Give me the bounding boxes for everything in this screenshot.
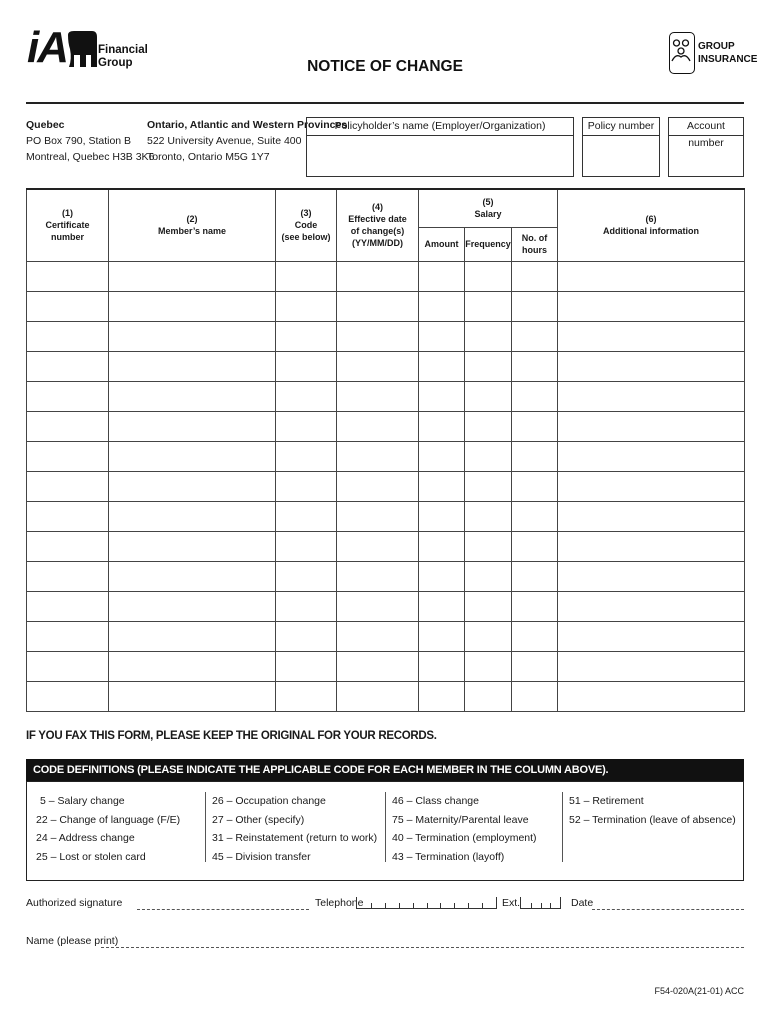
table-cell[interactable] <box>558 321 745 351</box>
page-title: NOTICE OF CHANGE <box>307 58 463 75</box>
logo-line-financial: Financial <box>98 44 148 56</box>
table-row <box>27 651 745 681</box>
table-cell[interactable] <box>512 681 558 711</box>
policy-number-field[interactable] <box>582 117 660 177</box>
code-item: 75 – Maternity/Parental leave <box>392 813 529 826</box>
table-cell[interactable] <box>512 561 558 591</box>
members-change-table <box>26 188 745 712</box>
header-salary: (5) Salary <box>419 189 558 227</box>
digit-tick <box>531 903 532 908</box>
code-item: 26 – Occupation change <box>212 795 326 807</box>
table-cell[interactable] <box>337 621 419 651</box>
table-cell[interactable] <box>109 441 276 471</box>
table-row <box>27 681 745 711</box>
table-cell[interactable] <box>465 351 512 381</box>
table-cell[interactable] <box>512 501 558 531</box>
table-cell[interactable] <box>27 471 109 501</box>
table-cell[interactable] <box>419 531 465 561</box>
code-item: 27 – Other (specify) <box>212 813 305 826</box>
table-cell[interactable] <box>276 411 337 441</box>
table-cell[interactable] <box>419 321 465 351</box>
name-print-input[interactable] <box>101 946 744 948</box>
header-certificate-number: (1) Certificate number <box>27 189 109 261</box>
header-code: (3) Code (see below) <box>276 189 337 261</box>
code-divider-3 <box>562 792 563 862</box>
table-cell[interactable] <box>27 531 109 561</box>
table-cell[interactable] <box>109 351 276 381</box>
table-cell[interactable] <box>109 381 276 411</box>
table-cell[interactable] <box>465 261 512 291</box>
table-cell[interactable] <box>276 471 337 501</box>
table-cell[interactable] <box>512 291 558 321</box>
code-item: 51 – Retirement <box>569 795 644 807</box>
name-print-label: Name (please print) <box>26 935 119 947</box>
table-cell[interactable] <box>109 621 276 651</box>
table-cell[interactable] <box>337 351 419 381</box>
table-cell[interactable] <box>337 411 419 441</box>
header-salary-frequency: Frequency <box>465 227 512 261</box>
code-item: 5 – Salary change <box>40 795 125 807</box>
table-row <box>27 261 745 291</box>
table-cell[interactable] <box>419 621 465 651</box>
table-cell[interactable] <box>276 351 337 381</box>
table-cell[interactable] <box>27 261 109 291</box>
ext-label: Ext. <box>502 897 521 909</box>
digit-tick <box>482 903 483 908</box>
table-row <box>27 471 745 501</box>
table-cell[interactable] <box>558 381 745 411</box>
table-cell[interactable] <box>27 441 109 471</box>
table-cell[interactable] <box>109 471 276 501</box>
date-label: Date <box>571 897 594 909</box>
table-cell[interactable] <box>337 591 419 621</box>
table-cell[interactable] <box>276 321 337 351</box>
digit-tick <box>427 903 428 908</box>
table-cell[interactable] <box>419 411 465 441</box>
logo-ia: iA <box>27 23 67 72</box>
code-definitions-heading: CODE DEFINITIONS (PLEASE INDICATE THE APPLICABLE CODE FOR EACH MEMBER IN THE COLUMN ABOVE). <box>26 759 744 781</box>
telephone-input[interactable] <box>356 897 497 909</box>
table-cell[interactable] <box>109 681 276 711</box>
quebec-heading: Quebec <box>26 119 65 131</box>
table-cell[interactable] <box>465 291 512 321</box>
table-cell[interactable] <box>465 321 512 351</box>
code-column-2 <box>212 792 377 866</box>
ontario-heading: Ontario, Atlantic and Western Provinces <box>147 119 348 131</box>
authorized-signature-label: Authorized signature <box>26 897 123 909</box>
account-number-label: Account number <box>668 117 744 136</box>
table-cell[interactable] <box>465 561 512 591</box>
header-effective-date: (4) Effective date of change(s) (YY/MM/DD) <box>337 189 419 261</box>
table-cell[interactable] <box>27 621 109 651</box>
table-cell[interactable] <box>337 291 419 321</box>
table-cell[interactable] <box>558 261 745 291</box>
header-member-name: (2) Member’s name <box>109 189 276 261</box>
table-cell[interactable] <box>512 471 558 501</box>
table-cell[interactable] <box>27 321 109 351</box>
code-divider-2 <box>385 792 386 862</box>
table-row <box>27 531 745 561</box>
table-cell[interactable] <box>276 591 337 621</box>
table-cell[interactable] <box>512 381 558 411</box>
table-cell[interactable] <box>337 651 419 681</box>
table-cell[interactable] <box>512 351 558 381</box>
code-item: 40 – Termination (employment) <box>392 832 537 844</box>
table-row <box>27 441 745 471</box>
table-cell[interactable] <box>276 261 337 291</box>
table-cell[interactable] <box>276 681 337 711</box>
table-row <box>27 291 745 321</box>
digit-tick <box>541 903 542 908</box>
table-cell[interactable] <box>419 381 465 411</box>
table-cell[interactable] <box>419 681 465 711</box>
code-item: 43 – Termination (layoff) <box>392 850 505 863</box>
table-cell[interactable] <box>558 621 745 651</box>
table-cell[interactable] <box>558 531 745 561</box>
table-cell[interactable] <box>419 351 465 381</box>
table-cell[interactable] <box>512 591 558 621</box>
ext-input[interactable] <box>520 897 561 909</box>
title-divider <box>26 102 744 104</box>
table-cell[interactable] <box>276 651 337 681</box>
table-cell[interactable] <box>109 531 276 561</box>
table-cell[interactable] <box>27 381 109 411</box>
table-cell[interactable] <box>337 321 419 351</box>
code-item: 25 – Lost or stolen card <box>36 850 146 863</box>
table-cell[interactable] <box>337 441 419 471</box>
table-cell[interactable] <box>337 531 419 561</box>
digit-tick <box>385 903 386 908</box>
quebec-line2: Montreal, Quebec H3B 3K6 <box>26 151 155 163</box>
table-cell[interactable] <box>27 411 109 441</box>
table-cell[interactable] <box>558 291 745 321</box>
digit-tick <box>468 903 469 908</box>
digit-tick <box>399 903 400 908</box>
table-cell[interactable] <box>512 531 558 561</box>
table-cell[interactable] <box>27 591 109 621</box>
table-cell[interactable] <box>337 381 419 411</box>
table-cell[interactable] <box>512 651 558 681</box>
telephone-label: Telephone <box>315 897 364 909</box>
policyholder-field[interactable] <box>306 117 574 177</box>
table-cell[interactable] <box>512 321 558 351</box>
table-cell[interactable] <box>465 681 512 711</box>
table-cell[interactable] <box>465 621 512 651</box>
table-cell[interactable] <box>465 591 512 621</box>
date-input[interactable] <box>592 908 744 910</box>
digit-tick <box>413 903 414 908</box>
table-cell[interactable] <box>109 261 276 291</box>
quebec-address <box>26 117 154 165</box>
quebec-line1: PO Box 790, Station B <box>26 135 132 147</box>
table-cell[interactable] <box>419 471 465 501</box>
table-cell[interactable] <box>465 471 512 501</box>
table-cell[interactable] <box>512 411 558 441</box>
table-cell[interactable] <box>109 591 276 621</box>
code-item: 22 – Change of language (F/E) <box>36 813 181 826</box>
table-cell[interactable] <box>109 291 276 321</box>
code-column-3 <box>392 792 537 866</box>
authorized-signature-input[interactable] <box>137 908 309 910</box>
table-cell[interactable] <box>512 621 558 651</box>
digit-tick <box>440 903 441 908</box>
table-cell[interactable] <box>558 471 745 501</box>
group-line1: GROUP <box>698 41 735 52</box>
table-cell[interactable] <box>276 531 337 561</box>
header-salary-amount: Amount <box>419 227 465 261</box>
table-cell[interactable] <box>419 441 465 471</box>
account-number-field[interactable] <box>668 117 744 177</box>
form-code: F54-020A(21-01) ACC <box>654 986 744 996</box>
table-cell[interactable] <box>337 561 419 591</box>
table-cell[interactable] <box>558 441 745 471</box>
code-item: 45 – Division transfer <box>212 850 311 863</box>
table-cell[interactable] <box>337 471 419 501</box>
table-cell[interactable] <box>27 561 109 591</box>
code-item: 31 – Reinstatement (return to work) <box>212 832 378 844</box>
table-cell[interactable] <box>109 411 276 441</box>
table-row <box>27 411 745 441</box>
digit-tick <box>371 903 372 908</box>
table-cell[interactable] <box>465 651 512 681</box>
fax-note: IF YOU FAX THIS FORM, PLEASE KEEP THE ORIGINAL FOR YOUR RECORDS. <box>26 730 437 742</box>
table-cell[interactable] <box>27 291 109 321</box>
group-line2: INSURANCE <box>698 54 758 65</box>
table-cell[interactable] <box>465 441 512 471</box>
table-cell[interactable] <box>27 501 109 531</box>
table-cell[interactable] <box>337 261 419 291</box>
table-cell[interactable] <box>558 501 745 531</box>
table-cell[interactable] <box>276 441 337 471</box>
table-cell[interactable] <box>337 501 419 531</box>
table-row <box>27 351 745 381</box>
code-item: 46 – Class change <box>392 795 479 807</box>
digit-tick <box>454 903 455 908</box>
ontario-line1: 522 University Avenue, Suite 400 <box>147 135 302 147</box>
table-cell[interactable] <box>558 561 745 591</box>
table-row <box>27 561 745 591</box>
table-row <box>27 501 745 531</box>
table-cell[interactable] <box>558 681 745 711</box>
table-cell[interactable] <box>337 681 419 711</box>
code-column-1 <box>36 792 180 866</box>
code-divider-1 <box>205 792 206 862</box>
code-item: 52 – Termination (leave of absence) <box>569 813 736 826</box>
table-cell[interactable] <box>419 501 465 531</box>
table-row <box>27 321 745 351</box>
table-cell[interactable] <box>276 561 337 591</box>
table-cell[interactable] <box>276 291 337 321</box>
logo-line-group: Group <box>98 57 133 69</box>
table-cell[interactable] <box>276 621 337 651</box>
table-cell[interactable] <box>109 651 276 681</box>
table-cell[interactable] <box>558 651 745 681</box>
header-salary-hours: No. of hours <box>512 227 558 261</box>
table-cell[interactable] <box>465 501 512 531</box>
table-cell[interactable] <box>558 591 745 621</box>
table-cell[interactable] <box>419 261 465 291</box>
policyholder-label: Policyholder’s name (Employer/Organization) <box>306 117 574 136</box>
table-cell[interactable] <box>512 261 558 291</box>
header-additional-information: (6) Additional information <box>558 189 745 261</box>
table-cell[interactable] <box>276 501 337 531</box>
digit-tick <box>550 903 551 908</box>
table-cell[interactable] <box>419 591 465 621</box>
policy-number-label: Policy number <box>582 117 660 136</box>
table-cell[interactable] <box>465 411 512 441</box>
table-cell[interactable] <box>109 321 276 351</box>
table-cell[interactable] <box>465 381 512 411</box>
table-cell[interactable] <box>109 501 276 531</box>
table-cell[interactable] <box>558 351 745 381</box>
code-item: 24 – Address change <box>36 832 135 844</box>
table-cell[interactable] <box>558 411 745 441</box>
table-cell[interactable] <box>109 561 276 591</box>
table-cell[interactable] <box>419 651 465 681</box>
table-cell[interactable] <box>512 441 558 471</box>
table-cell[interactable] <box>419 291 465 321</box>
table-cell[interactable] <box>27 651 109 681</box>
table-cell[interactable] <box>419 561 465 591</box>
ontario-line2: Toronto, Ontario M5G 1Y7 <box>147 151 270 163</box>
table-row <box>27 621 745 651</box>
table-cell[interactable] <box>27 351 109 381</box>
code-column-4 <box>569 792 736 829</box>
table-cell[interactable] <box>276 381 337 411</box>
table-row <box>27 381 745 411</box>
table-cell[interactable] <box>27 681 109 711</box>
table-cell[interactable] <box>465 531 512 561</box>
table-row <box>27 591 745 621</box>
